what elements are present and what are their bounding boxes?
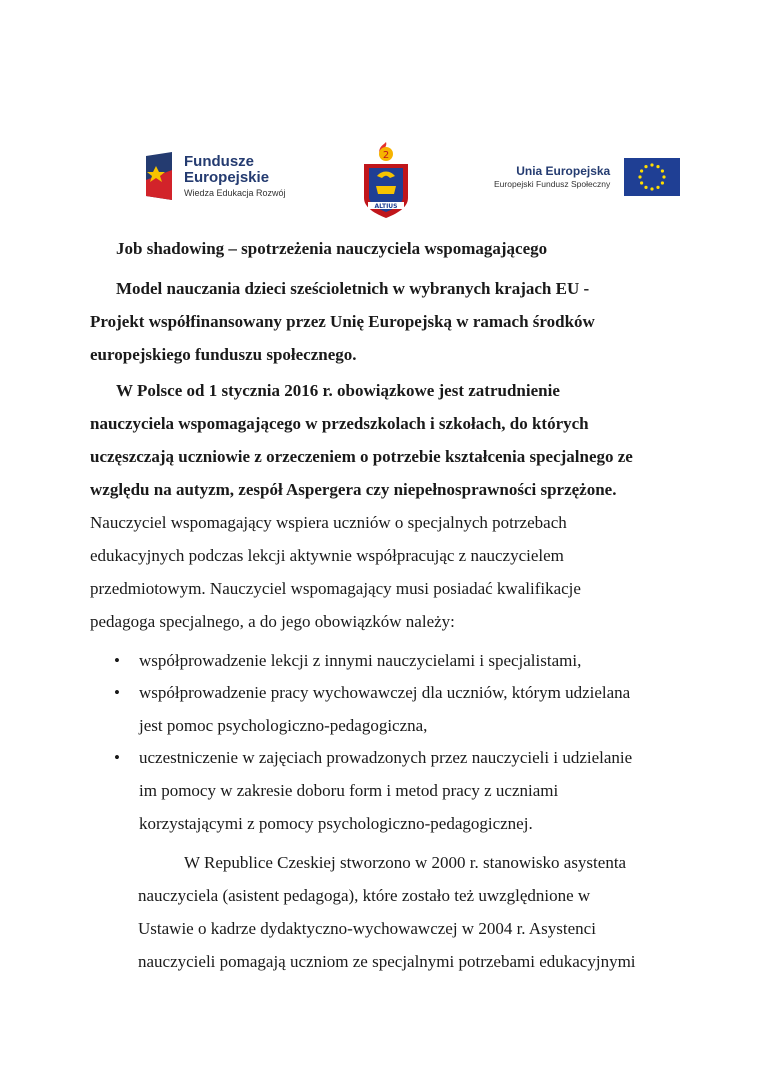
school-emblem-logo bbox=[360, 140, 412, 220]
czech-line: Ustawie o kadrze dydaktyczno-wychowawczej w 2004 r. Asystenci bbox=[138, 919, 596, 938]
bullet-icon: • bbox=[114, 651, 120, 670]
intro-line: Model nauczania dzieci sześcioletnich w wybranych krajach EU - bbox=[116, 279, 590, 298]
law-bold-line: względu na autyzm, zespół Aspergera czy niepełnosprawności sprzężone. bbox=[90, 480, 617, 499]
law-bold-line: W Polsce od 1 stycznia 2016 r. obowiązkowe jest zatrudnienie bbox=[116, 381, 560, 400]
ue-line-2: Europejski Fundusz Społeczny bbox=[494, 179, 611, 190]
law-paragraph bbox=[90, 374, 633, 638]
emblem-number: 2 bbox=[382, 150, 390, 161]
law-line: Nauczyciel wspomagający wspiera uczniów o specjalnych potrzebach bbox=[90, 513, 567, 532]
list-item-text: korzystającymi z pomocy psychologiczno-pedagogicznej. bbox=[139, 814, 533, 833]
fe-line-1: Fundusze bbox=[184, 153, 254, 171]
emblem-label: ALTIUS bbox=[374, 203, 398, 210]
intro-line: europejskiego funduszu społecznego. bbox=[90, 345, 357, 364]
ue-line-1: Unia Europejska bbox=[516, 164, 611, 179]
logo-band bbox=[0, 140, 768, 220]
intro-line: Projekt współfinansowany przez Unię Europejską w ramach środków bbox=[90, 312, 595, 331]
czech-paragraph bbox=[138, 846, 636, 978]
fundusze-europejskie-icon bbox=[146, 152, 176, 200]
bullet-icon: • bbox=[114, 683, 120, 702]
list-item-text: uczestniczenie w zajęciach prowadzonych przez nauczycieli i udzielanie bbox=[139, 748, 633, 767]
law-line: przedmiotowym. Nauczyciel wspomagający musi posiadać kwalifikacje bbox=[90, 579, 581, 598]
intro-paragraph bbox=[90, 272, 595, 371]
list-item-text: im pomocy w zakresie doboru form i metod pracy z uczniami bbox=[139, 781, 559, 800]
list-item-text: współprowadzenie pracy wychowawczej dla uczniów, którym udzielana bbox=[139, 683, 631, 702]
fe-line-3: Wiedza Edukacja Rozwój bbox=[184, 187, 286, 198]
czech-line: nauczyciela (asistent pedagoga), które zostało też uwzględnione w bbox=[138, 886, 591, 905]
law-bold-line: uczęszczają uczniowie z orzeczeniem o potrzebie kształcenia specjalnego ze bbox=[90, 447, 633, 466]
bullet-icon: • bbox=[114, 748, 120, 767]
eu-flag-icon bbox=[624, 158, 680, 196]
czech-line: W Republice Czeskiej stworzono w 2000 r. stanowisko asystenta bbox=[184, 853, 627, 872]
document-title: Job shadowing – spotrzeżenia nauczyciela wspomagającego bbox=[116, 239, 548, 258]
list-item-text: jest pomoc psychologiczno-pedagogiczna, bbox=[139, 716, 428, 735]
czech-line: nauczycieli pomagają uczniom ze specjalnymi potrzebami edukacyjnymi bbox=[138, 952, 636, 971]
list-item-text: współprowadzenie lekcji z innymi nauczycielami i specjalistami, bbox=[139, 651, 582, 670]
fundusze-europejskie-logo bbox=[146, 150, 286, 202]
unia-europejska-logo bbox=[494, 158, 680, 196]
law-line: pedagoga specjalnego, a do jego obowiązków należy: bbox=[90, 612, 455, 631]
law-bold-line: nauczyciela wspomagającego w przedszkolach i szkołach, do których bbox=[90, 414, 589, 433]
law-line: edukacyjnych podczas lekcji aktywnie współpracując z nauczycielem bbox=[90, 546, 564, 565]
fe-line-2: Europejskie bbox=[184, 168, 270, 186]
